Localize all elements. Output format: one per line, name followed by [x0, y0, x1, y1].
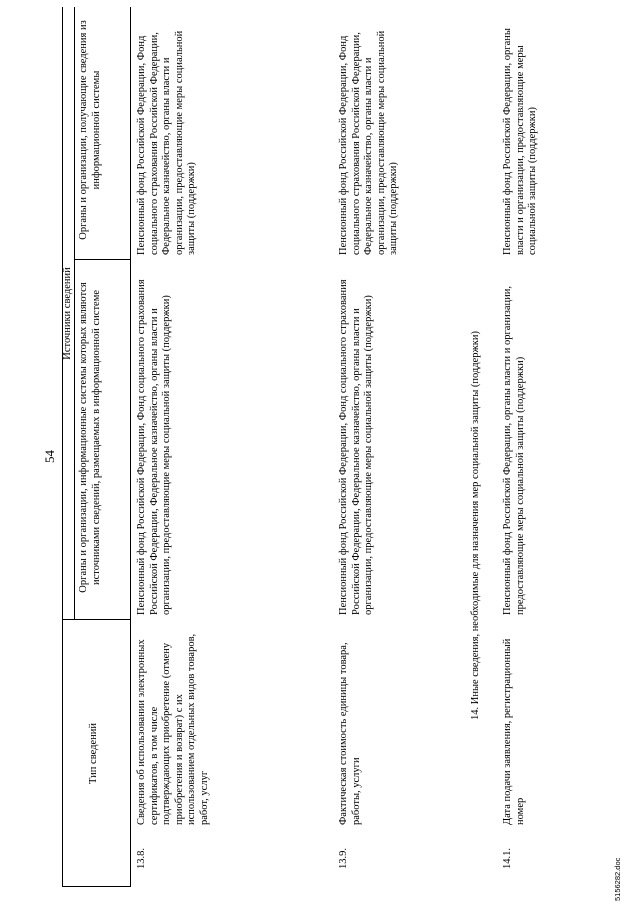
page-number: 54: [42, 450, 57, 463]
row-receivers: Пенсионный фонд Российской Федерации, органы власти и организации, предоставляющие меры социальной защиты (поддержки): [502, 28, 539, 255]
col-divider-3: [74, 259, 131, 260]
row-type: Фактическая стоимость единицы товара, работы, услуги: [338, 642, 362, 825]
header-source-orgs: Органы и организации, информационные системы которых являются источниками сведений, размещаемых в информационной системе: [78, 282, 102, 593]
section-heading: 14. Иные сведения, необходимые для назначения мер социальной защиты (поддержки): [470, 331, 481, 720]
row-receivers: Пенсионный фонд Российской Федерации, Фонд социального страхования Российской Федерации, Федеральное казначейство, органы власти и организации, предоставляющие меры социальной защиты (поддержки): [338, 30, 400, 255]
row-number: 13.8.: [136, 848, 147, 869]
header-type: Тип сведений: [88, 723, 99, 784]
header-bottom-border: [130, 7, 131, 887]
footer-filename: 5156282.doc: [613, 857, 622, 901]
row-sources: Пенсионный фонд Российской Федерации, Фонд социального страхования Российской Федерации, Федеральное казначейство, органы власти и организации, предоставляющие меры социальной защиты (поддержки): [136, 279, 173, 615]
row-number: 14.1.: [502, 848, 513, 869]
row-sources: Пенсионный фонд Российской Федерации, Фонд социального страхования Российской Федерации, Федеральное казначейство, органы власти и организации, предоставляющие меры социальной защиты (поддержки): [338, 279, 375, 615]
row-type: Дата подачи заявления, регистрационный номер: [502, 638, 526, 825]
header-receiver-orgs: Органы и организации, получающие сведения из информационной системы: [78, 20, 102, 240]
row-sources: Пенсионный фонд Российской Федерации, органы власти и организации, предоставляющие меры социальной защиты (поддержки): [502, 286, 526, 615]
header-sources: Источники сведений: [62, 267, 73, 360]
row-type: Сведения об использовании электронных сертификатов, в том числе подтверждающих приобретение (отмену приобретения и возврат) с их использованием отдельных видов товаров, работ, услуг: [136, 633, 210, 825]
row-number: 13.9.: [338, 848, 349, 869]
row-receivers: Пенсионный фонд Российской Федерации, Фонд социального страхования Российской Федерации, Федеральное казначейство, органы власти и организации, предоставляющие меры социальной защиты (поддержки): [136, 30, 198, 255]
